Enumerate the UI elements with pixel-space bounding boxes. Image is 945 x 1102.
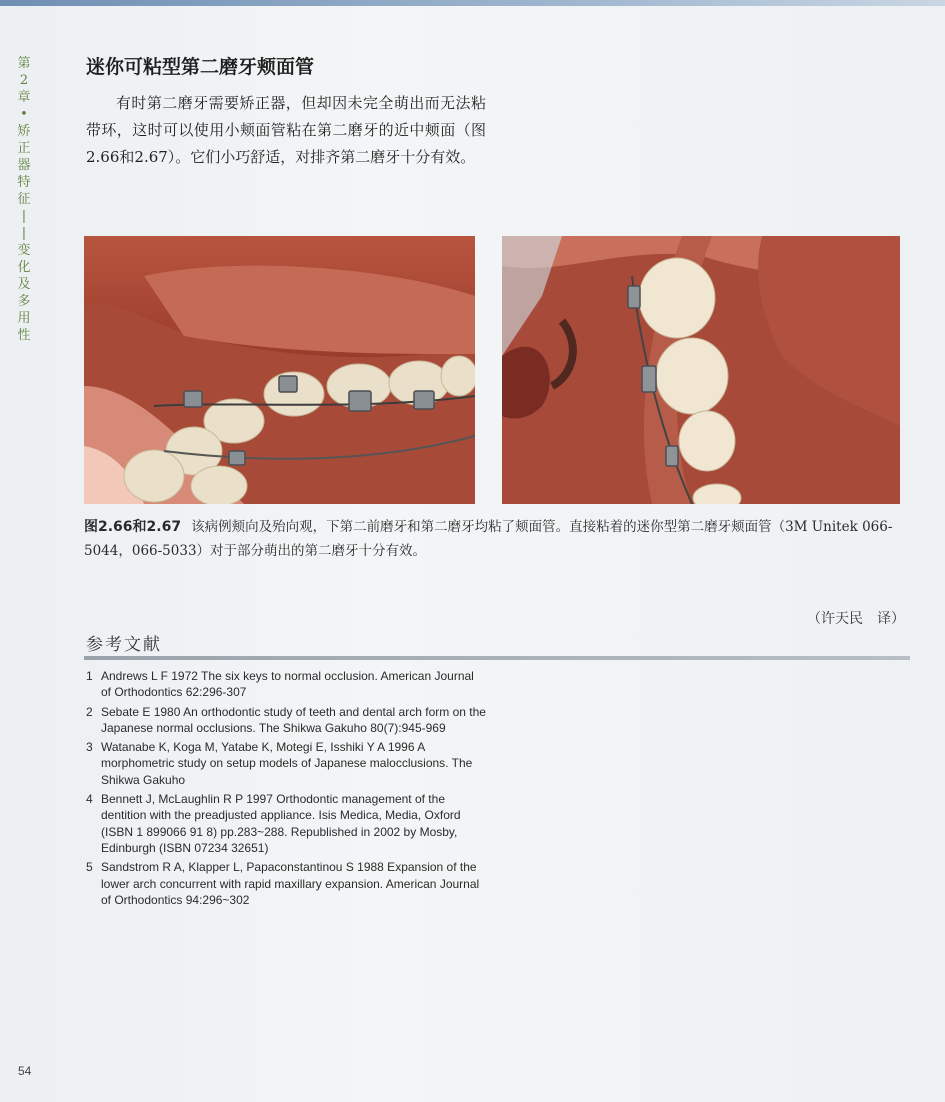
reference-item: 5 Sandstrom R A, Klapper L, Papaconstantinou S 1988 Expansion of the lower arch concurrent with rapid maxillary expansion. American Journal of Orthodontics 94:296~302: [86, 860, 480, 907]
side-tab-char: 2: [19, 73, 29, 88]
intro-text: 有时第二磨牙需要矫正器，但却因未完全萌出而无法粘带环，这时可以使用小颊面管粘在第二磨牙的近中颊面（图2.66和2.67）。它们小巧舒适，对排齐第二磨牙十分有效。: [86, 94, 486, 166]
side-tab-char: 及: [17, 277, 31, 292]
intro-paragraph: [86, 90, 486, 171]
side-tab-char: 章: [17, 90, 31, 105]
references-divider: [84, 656, 910, 660]
side-tab-char: 正: [17, 141, 31, 156]
figure-photo-buccal-view: [84, 236, 475, 504]
figure-label: 图2.66和2.67: [84, 519, 182, 535]
side-tab-char: 矫: [17, 124, 31, 139]
side-tab-char: 征: [17, 192, 31, 207]
references-heading: 参考文献: [86, 635, 162, 655]
side-tab-char: 特: [17, 175, 31, 190]
reference-item: 1 Andrews L F 1972 The six keys to normal occlusion. American Journal of Orthodontics 62:296-307: [86, 669, 474, 700]
side-tab-char: 第: [17, 56, 31, 71]
translator-credit: （许天民 译）: [807, 611, 905, 627]
reference-item: 2 Sebate E 1980 An orthodontic study of teeth and dental arch form on the Japanese normal occlusions. The Shikwa Gakuho 80(7):945-969: [86, 704, 486, 735]
side-tab-char: •: [20, 107, 28, 122]
side-tab-char: 多: [17, 294, 31, 309]
side-tab-char: |: [21, 226, 27, 241]
top-color-rule: [0, 0, 945, 6]
references-list: [86, 668, 486, 911]
figure-caption-text: 该病例颊向及殆向观，下第二前磨牙和第二磨牙均粘了颊面管。直接粘着的迷你型第二磨牙颊面管（3M Unitek 066-5044，066-5033）对于部分萌出的第二磨牙十分有效。: [84, 519, 893, 559]
side-tab-char: |: [21, 209, 27, 224]
side-tab-char: 用: [17, 311, 31, 326]
page-number: 54: [18, 1064, 32, 1078]
figure-photo-occlusal-view: [502, 236, 900, 504]
side-tab-char: 变: [17, 243, 31, 258]
chapter-side-tab: [14, 55, 34, 344]
reference-item: 4 Bennett J, McLaughlin R P 1997 Orthodontic management of the dentition with the preadjusted appliance. Isis Medica, Media, Oxford (ISBN 1 899066 91 8) pp.283~288. Republished in 2002 by Mosby, Edinburgh (ISBN 07234 32651): [86, 792, 461, 855]
section-title: 迷你可粘型第二磨牙颊面管: [86, 56, 315, 78]
reference-item: 3 Watanabe K, Koga M, Yatabe K, Motegi E, Isshiki Y A 1996 A morphometric study on setup models of Japanese malocclusions. The Shikwa Gakuho: [86, 740, 473, 787]
side-tab-char: 器: [17, 158, 31, 173]
side-tab-char: 化: [17, 260, 31, 275]
figure-caption: [84, 515, 910, 563]
side-tab-char: 性: [17, 328, 31, 343]
